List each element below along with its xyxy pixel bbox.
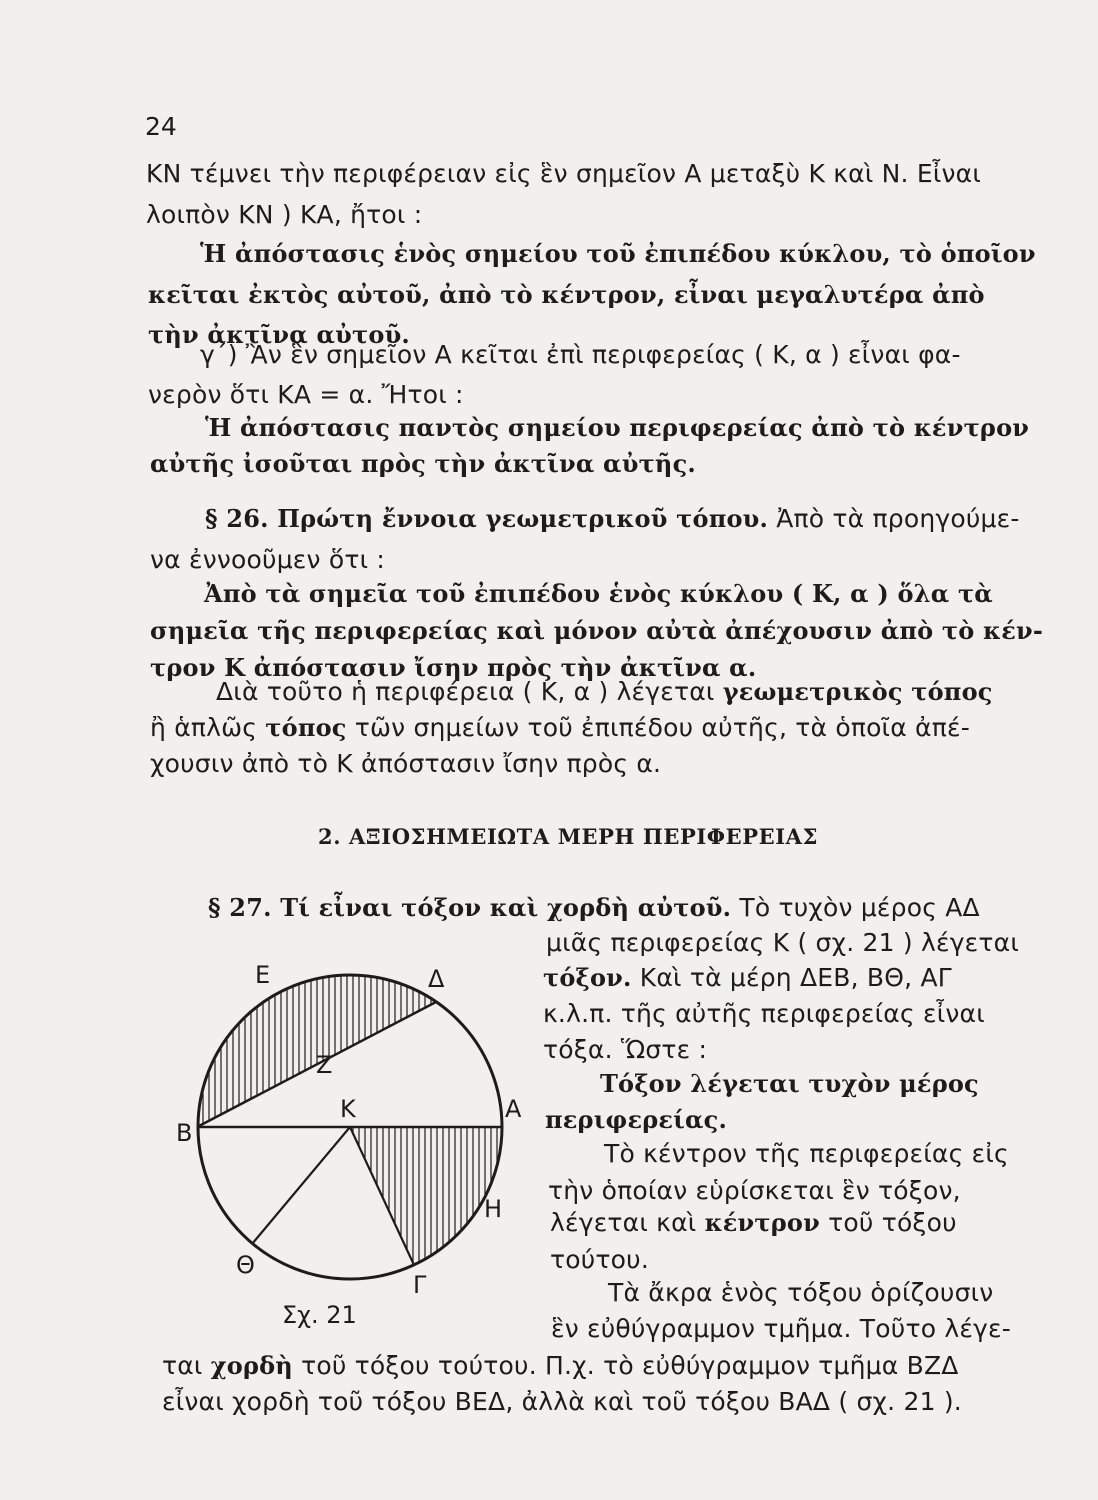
text-fragment: ται bbox=[162, 1351, 211, 1380]
text-fragment: ἢ ἁπλῶς bbox=[150, 713, 266, 742]
text-line: μιᾶς περιφερείας Κ ( σχ. 21 ) λέγεται bbox=[546, 928, 1019, 957]
text-line: να ἐννοοῦμεν ὅτι : bbox=[150, 545, 385, 574]
bold-statement: Τόξον λέγεται τυχὸν μέρος bbox=[600, 1069, 979, 1098]
label-Theta: Θ bbox=[236, 1251, 255, 1279]
text-fragment: λέγεται καὶ bbox=[550, 1208, 705, 1237]
bold-statement: σημεῖα τῆς περιφερείας καὶ μόνον αὐτὰ ἀπέχουσιν ἀπὸ τὸ κέν- bbox=[150, 616, 1043, 645]
label-A: Α bbox=[505, 1095, 522, 1123]
text-line: εἶναι χορδὴ τοῦ τόξου ΒΕΔ, ἀλλὰ καὶ τοῦ τόξου ΒΑΔ ( σχ. 21 ). bbox=[162, 1387, 962, 1416]
bold-statement: Ἀπὸ τὰ σημεῖα τοῦ ἐπιπέδου ἑνὸς κύκλου ( Κ, α ) ὅλα τὰ bbox=[204, 579, 993, 608]
label-B: Β bbox=[176, 1119, 193, 1147]
text-fragment: Διὰ τοῦτο ἡ περιφέρεια ( Κ, α ) λέγεται bbox=[216, 677, 723, 706]
text-fragment: Καὶ τὰ μέρη ΔΕΒ, ΒΘ, ΑΓ bbox=[631, 963, 952, 992]
bold-statement: περιφερείας. bbox=[545, 1105, 728, 1134]
label-E: Ε bbox=[255, 961, 271, 989]
text-line: κ.λ.π. τῆς αὐτῆς περιφερείας εἶναι bbox=[543, 999, 985, 1028]
text-fragment: τῶν σημείων τοῦ ἐπιπέδου αὐτῆς, τὰ ὁποῖα ἀπέ- bbox=[346, 713, 970, 742]
figure-21 bbox=[160, 955, 550, 1335]
text-line: χουσιν ἀπὸ τὸ Κ ἀπόστασιν ἴσην πρὸς α. bbox=[150, 749, 662, 778]
text-line: λοιπὸν ΚΝ ) ΚΑ, ἤτοι : bbox=[146, 200, 423, 229]
term-geometric-locus: γεωμετρικὸς τόπος bbox=[722, 677, 993, 706]
text-line: Τὸ κέντρον τῆς περιφερείας εἰς bbox=[604, 1139, 1009, 1168]
label-D: Δ bbox=[428, 965, 445, 993]
text-line: γ΄) Ἂν ἓν σημεῖον Α κεῖται ἐπὶ περιφερείας ( Κ, α ) εἶναι φα- bbox=[200, 340, 961, 369]
section-26-line bbox=[205, 503, 1020, 535]
text-line: ἓν εὐθύγραμμον τμῆμα. Τοῦτο λέγε- bbox=[551, 1314, 1011, 1343]
bold-statement: Ἡ ἀπόστασις παντὸς σημείου περιφερείας ἀπὸ τὸ κέντρον bbox=[205, 413, 1030, 442]
text-line: τούτου. bbox=[550, 1245, 649, 1274]
text-line: τὴν ὁποίαν εὑρίσκεται ἓν τόξον, bbox=[548, 1176, 961, 1205]
bold-statement: Ἡ ἀπόστασις ἑνὸς σημείου τοῦ ἐπιπέδου κύκλου, τὸ ὁποῖον bbox=[200, 239, 1036, 268]
label-K: Κ bbox=[340, 1095, 356, 1123]
section-27-title: § 27. Τί εἶναι τόξον καὶ χορδὴ αὐτοῦ. bbox=[208, 893, 732, 922]
term-locus: τόπος bbox=[265, 713, 347, 742]
text-line bbox=[162, 1350, 959, 1382]
text-fragment: Ἀπὸ τὰ προηγούμε- bbox=[768, 504, 1020, 533]
bold-statement: αὐτῆς ἰσοῦται πρὸς τὴν ἀκτῖνα αὐτῆς. bbox=[150, 449, 696, 478]
text-line bbox=[216, 676, 993, 708]
text-line: ΚΝ τέμνει τὴν περιφέρειαν εἰς ἓν σημεῖον Α μεταξὺ Κ καὶ Ν. Εἶναι bbox=[146, 159, 981, 188]
section-27-line bbox=[208, 892, 980, 924]
page-number: 24 bbox=[145, 112, 177, 141]
text-line: τόξα. Ὥστε : bbox=[543, 1035, 708, 1064]
text-fragment: τοῦ τόξου τούτου. Π.χ. τὸ εὐθύγραμμον τμῆμα ΒΖΔ bbox=[292, 1351, 959, 1380]
term-chord: χορδὴ bbox=[210, 1351, 293, 1380]
section-heading: 2. ΑΞΙΟΣΗΜΕΙΩΤΑ ΜΕΡΗ ΠΕΡΙΦΕΡΕΙΑΣ bbox=[318, 824, 819, 849]
text-line bbox=[550, 1207, 957, 1239]
term-arc: τόξον. bbox=[543, 963, 632, 992]
text-fragment: Τὸ τυχὸν μέρος ΑΔ bbox=[731, 893, 980, 922]
radius-KTheta bbox=[252, 1127, 350, 1244]
text-fragment: τοῦ τόξου bbox=[819, 1208, 957, 1237]
text-line: Τὰ ἄκρα ἑνὸς τόξου ὁρίζουσιν bbox=[608, 1278, 994, 1307]
term-center: κέντρον bbox=[704, 1208, 820, 1237]
bold-statement: τὴν ἀκτῖνα αὐτοῦ. bbox=[148, 320, 410, 349]
figure-caption: Σχ. 21 bbox=[282, 1301, 357, 1329]
hatched-sector-KAG bbox=[350, 1127, 502, 1265]
label-Z: Ζ bbox=[316, 1051, 333, 1079]
section-26-title: § 26. Πρώτη ἔννοια γεωμετρικοῦ τόπου. bbox=[205, 504, 769, 533]
text-line: νερὸν ὅτι ΚΑ = α. Ἤτοι : bbox=[148, 380, 464, 409]
label-H: Η bbox=[484, 1195, 503, 1223]
bold-statement: κεῖται ἐκτὸς αὐτοῦ, ἀπὸ τὸ κέντρον, εἶναι μεγαλυτέρα ἀπὸ bbox=[148, 280, 985, 309]
text-line bbox=[150, 712, 970, 744]
text-line bbox=[543, 962, 952, 994]
label-G: Γ bbox=[413, 1271, 427, 1299]
bold-statement: τρον Κ ἀπόστασιν ἴσην πρὸς τὴν ἀκτῖνα α. bbox=[150, 653, 757, 682]
